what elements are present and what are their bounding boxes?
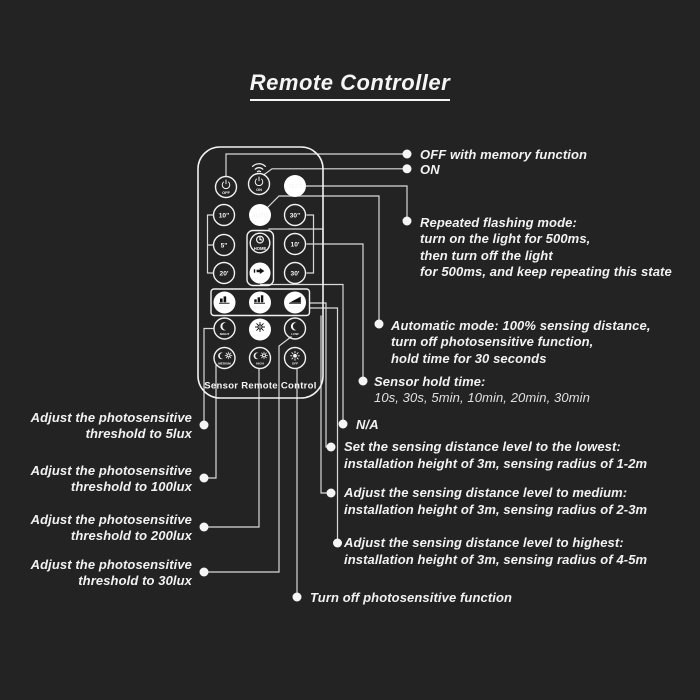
dot-distance-low — [327, 443, 336, 452]
svg-text:OFF: OFF — [291, 361, 299, 366]
svg-text:HOME: HOME — [253, 245, 267, 251]
svg-text:TEST: TEST — [288, 184, 302, 190]
annotation-lux-30: Adjust the photosensitive threshold to 30lux — [30, 556, 192, 588]
annotation-automatic-mode: Automatic mode: 100% sensing distance, turn off photosensitive function, hold time for 30 seconds — [391, 317, 651, 366]
connector-off — [226, 154, 403, 177]
dot-on — [403, 164, 412, 173]
sun-icon — [291, 351, 300, 360]
svg-text:20': 20' — [219, 270, 229, 278]
sun-icon — [255, 322, 264, 331]
dot-lux-30 — [200, 568, 209, 577]
svg-text:30": 30" — [289, 212, 301, 220]
remote-footer-label: Sensor Remote Control — [204, 380, 317, 392]
connector-test — [306, 186, 407, 217]
dot-photo-off — [293, 593, 302, 602]
button-lux-night — [214, 318, 235, 339]
dot-na — [339, 420, 348, 429]
wifi-icon — [253, 164, 266, 172]
button-lux-low — [285, 318, 306, 339]
annotation-on: ON — [420, 161, 440, 177]
button-5s — [214, 235, 235, 256]
dot-lux-100 — [200, 474, 209, 483]
dot-hold-time — [359, 377, 368, 386]
timer-bracket-left — [208, 215, 214, 273]
svg-text:OFF: OFF — [222, 189, 230, 195]
svg-text:5": 5" — [220, 242, 228, 250]
connector-on — [264, 169, 404, 175]
annotation-lux-200: Adjust the photosensitive threshold to 200lux — [30, 511, 192, 543]
sun-icon — [225, 352, 232, 359]
button-10m — [285, 234, 306, 255]
annotation-flashing-mode: Repeated flashing mode: turn on the light for 500ms, then turn off the light for 500ms, and keep repeating this state — [420, 214, 672, 279]
svg-text:MEDIUM: MEDIUM — [218, 361, 231, 366]
connector-lux-5 — [204, 329, 214, 422]
sun-icon — [261, 352, 268, 359]
svg-text:10': 10' — [290, 241, 300, 249]
timer-bracket-right — [307, 215, 314, 273]
annotation-lux-100: Adjust the photosensitive threshold to 100lux — [30, 462, 192, 494]
dot-lux-200 — [200, 523, 209, 532]
button-lux-daynight — [249, 319, 271, 341]
button-lux-off — [285, 348, 306, 369]
svg-text:ON: ON — [256, 186, 262, 192]
moon-icon — [254, 352, 259, 359]
svg-text:HIGH: HIGH — [289, 304, 301, 310]
button-sensitivity — [250, 263, 271, 284]
button-lux-medium — [214, 348, 235, 369]
connector-distance-low — [310, 303, 329, 447]
connector-distance-medium — [321, 316, 328, 494]
dot-auto — [375, 320, 384, 329]
annotation-distance-medium: Adjust the sensing distance level to medium: installation height of 3m, sensing radius of 2-3m — [344, 485, 648, 517]
button-lux-high — [250, 348, 271, 369]
button-test — [284, 175, 306, 197]
power-icon — [255, 177, 263, 186]
dot-test — [403, 217, 412, 226]
svg-text:LOW: LOW — [291, 332, 299, 337]
svg-text:MEDIUM: MEDIUM — [251, 304, 269, 310]
button-20m — [214, 263, 235, 284]
dot-distance-high — [333, 539, 342, 548]
svg-text:DAY&NIGHT: DAY&NIGHT — [252, 334, 268, 338]
svg-text:NIGHT: NIGHT — [219, 332, 230, 337]
moon-icon — [291, 322, 297, 330]
moon-icon — [220, 322, 226, 330]
power-icon — [222, 180, 230, 189]
annotation-hold-time: Sensor hold time: 10s, 30s, 5min, 10min, 20min, 30min — [374, 373, 590, 405]
svg-text:LOW: LOW — [219, 304, 230, 310]
annotation-distance-highest: Adjust the sensing distance level to highest: installation height of 3m, sensing radius of 4-5m — [344, 535, 648, 567]
svg-text:10": 10" — [218, 212, 230, 220]
button-off — [216, 177, 237, 198]
moon-icon — [218, 352, 223, 359]
button-30m — [285, 263, 306, 284]
annotation-off: OFF with memory function — [420, 147, 588, 162]
button-distance-medium — [249, 292, 271, 314]
clock-icon — [257, 236, 264, 243]
annotation-lux-5: Adjust the photosensitive threshold to 5lux — [30, 409, 192, 441]
annotation-photo-off: Turn off photosensitive function — [310, 589, 513, 605]
button-home — [250, 233, 270, 253]
button-distance-low — [214, 292, 236, 314]
svg-text:HIGH: HIGH — [256, 361, 264, 366]
svg-text:30': 30' — [290, 270, 300, 278]
annotation-distance-lowest: Set the sensing distance level to the lowest: installation height of 3m, sensing radius of 1-2m — [344, 439, 648, 471]
connector-lux-30 — [208, 337, 292, 573]
button-on — [249, 174, 270, 195]
dot-distance-medium — [327, 489, 336, 498]
button-30s — [285, 205, 306, 226]
dot-lux-5 — [200, 421, 209, 430]
dot-off — [403, 150, 412, 159]
button-distance-high — [284, 292, 306, 314]
button-auto — [249, 204, 271, 226]
annotation-na: N/A — [356, 416, 379, 432]
button-10s — [214, 205, 235, 226]
svg-text:SENSITIVITY: SENSITIVITY — [251, 277, 269, 281]
svg-text:AUTO: AUTO — [251, 213, 269, 220]
page-title-text: Remote Controller — [250, 70, 450, 101]
